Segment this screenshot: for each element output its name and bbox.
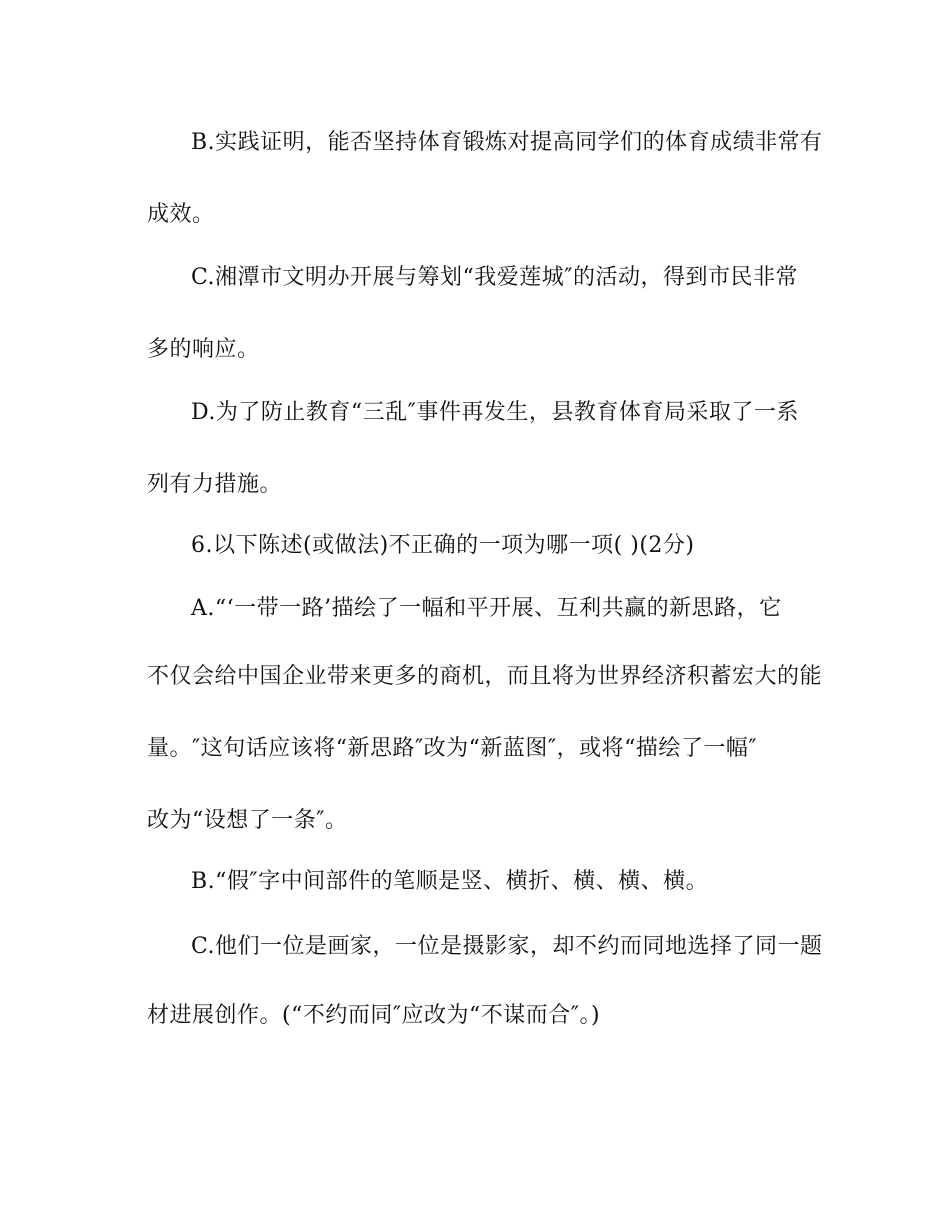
text-line: 多的响应。 — [147, 337, 260, 362]
text-line-option-b: B.“假″字中间部件的笔顺是竖、横折、横、横、横。 — [191, 869, 709, 894]
text-line: 改为“设想了一条″。 — [147, 808, 348, 833]
text-line: 量。″这句话应该将“新思路″改为“新蓝图″，或将“描绘了一幅″ — [147, 736, 758, 761]
text-line: 不仅会给中国企业带来更多的商机，而且将为世界经济积蓄宏大的能 — [147, 664, 823, 689]
text-line-option-d: D.为了防止教育“三乱″事件再发生，县教育体育局采取了一系 — [191, 400, 799, 425]
text-line-option-c: C.湘潭市文明办开展与筹划“我爱莲城″的活动，得到市民非常 — [191, 265, 799, 290]
text-line-option-c: C.他们一位是画家，一位是摄影家，却不约而同地选择了同一题 — [191, 934, 823, 959]
text-line: 列有力措施。 — [147, 472, 283, 497]
question-heading: 6.以下陈述(或做法)不正确的一项为哪一项( )(2分) — [191, 533, 695, 558]
text-line-option-a: A.“‘一带一路’描绘了一幅和平开展、互利共赢的新思路，它 — [191, 596, 782, 621]
text-line-option-b: B.实践证明，能否坚持体育锻炼对提高同学们的体育成绩非常有 — [191, 130, 823, 155]
text-line: 成效。 — [147, 202, 215, 227]
text-line: 材进展创作。(“不约而同″应改为“不谋而合″。) — [147, 1003, 601, 1028]
